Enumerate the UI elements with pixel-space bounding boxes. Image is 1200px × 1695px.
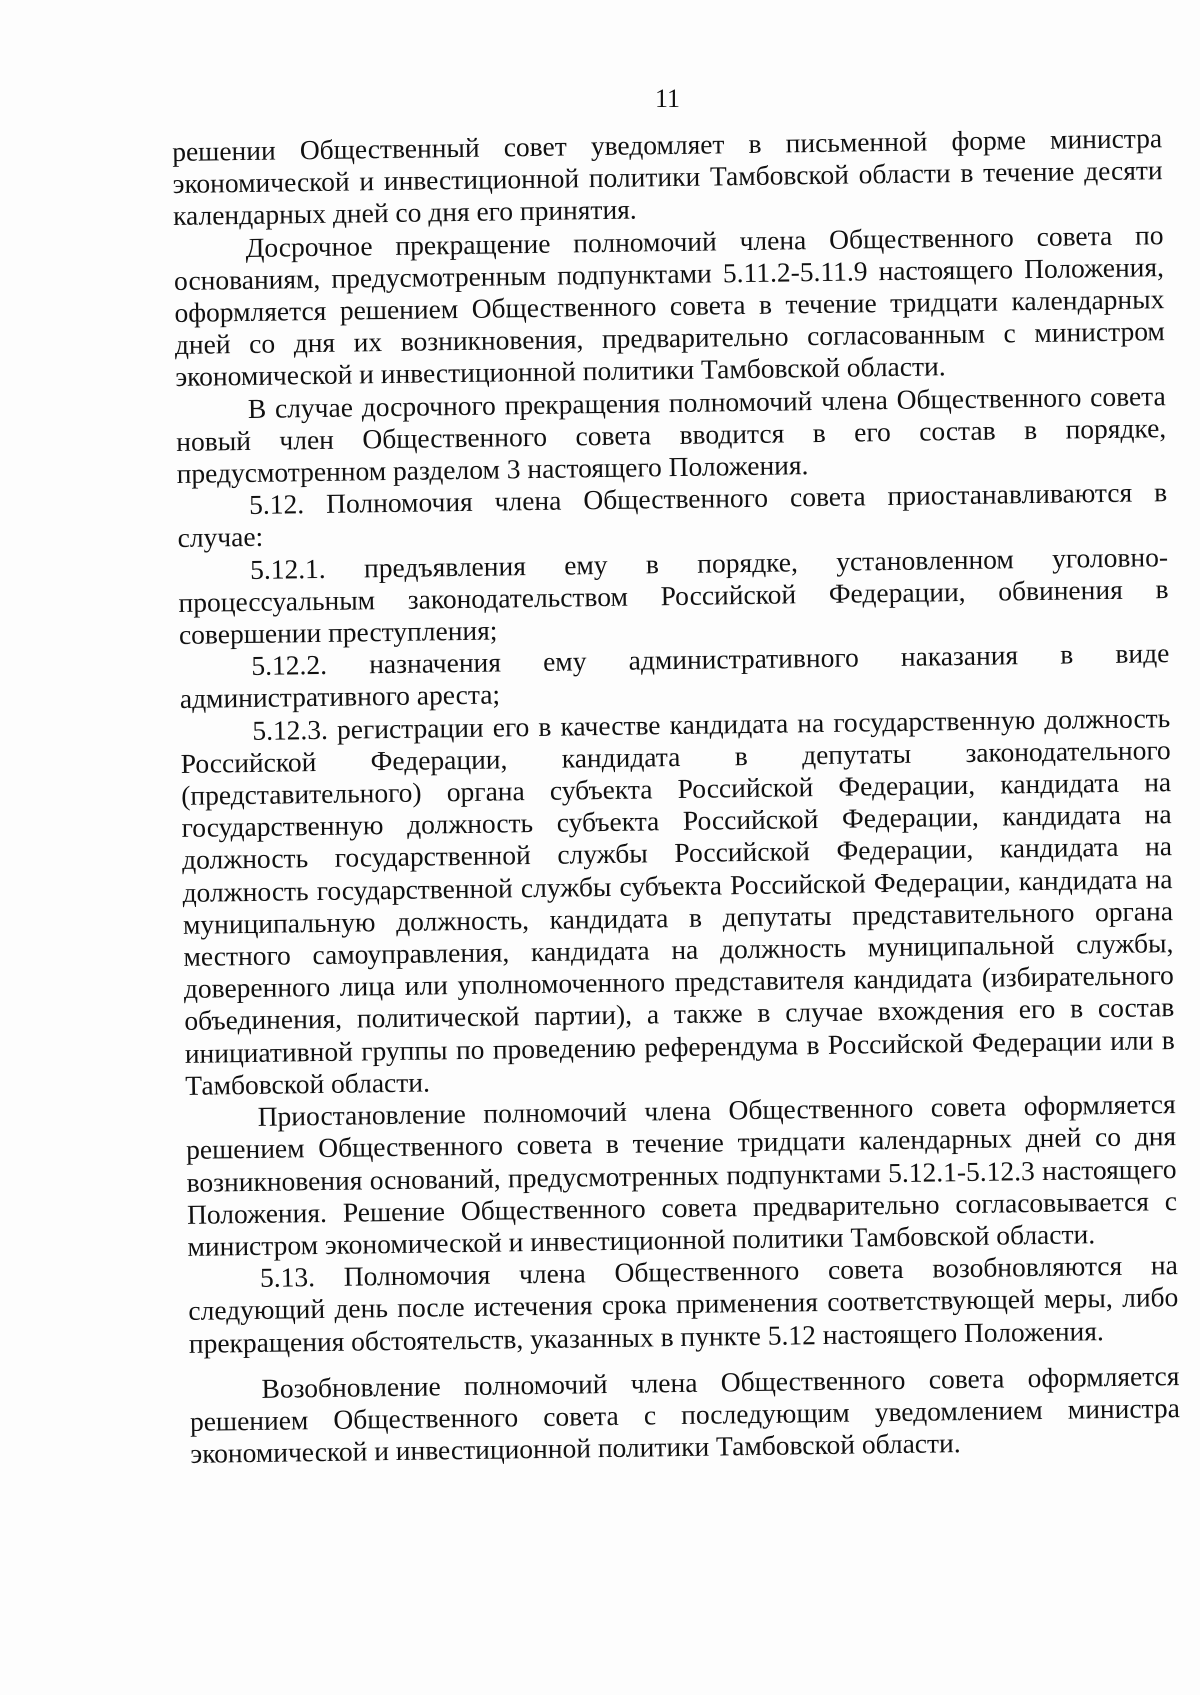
paragraph-5-12-3: 5.12.3. регистрации его в качестве кандидата на государственную должность Российской Федерации, кандидата в депутаты законодательного (представительного) органа субъекта Российской Федерации, кандидата на государственную должность субъекта Российской Федерации, кандидата на должность государственной службы Российской Федерации, кандидата на должность государственной службы субъекта Российской Федерации, кандидата на муниципальную должность, кандидата в депутаты представительного органа местного самоуправления, кандидата на должность муниципальной службы, доверенного лица или уполномоченного представителя кандидата (избирательного объединения, политической партии), а также в случае вхождения его в состав инициативной группы по проведению референдума в Российской Федерации или в Тамбовской области. (180, 701, 1175, 1101)
paragraph-early-termination: Досрочное прекращение полномочий члена Общественного совета по основаниям, предусмотренным подпунктами 5.11.2-5.11.9 настоящего Положения, оформляется решением Общественного совета в течение тридцати календарных дней со дня их возникновения, предварительно согласованным с министром экономической и инвестиционной политики Тамбовской области. (173, 218, 1166, 393)
document-body (172, 122, 1181, 1470)
paragraph-5-12: 5.12. Полномочия члена Общественного совета приостанавливаются в случае: (177, 476, 1168, 554)
paragraph-5-12-2: 5.12.2. назначения ему административного наказания в виде административного ареста; (179, 637, 1170, 715)
paragraph-suspension: Приостановление полномочий члена Общественного совета оформляется решением Общественного совета в течение тридцати календарных дней со дня возникновения оснований, предусмотренных подпунктами 5.12.1-5.12.3 настоящего Положения. Решение Общественного совета предварительно согласовывается с министром экономической и инвестиционной политики Тамбовской области. (185, 1088, 1178, 1262)
paragraph-resumption: Возобновление полномочий члена Общественного совета оформляется решением Общественного совета с последующим уведомлением министра экономической и инвестиционной политики Тамбовской области. (189, 1359, 1181, 1469)
paragraph-new-member: В случае досрочного прекращения полномочий члена Общественного совета новый член Общественного совета вводится в его состав в порядке, предусмотренном разделом 3 настоящего Положения. (176, 379, 1167, 489)
page-number: 11 (654, 84, 681, 113)
paragraph-decision-notice: решении Общественный совет уведомляет в письменной форме министра экономической и инвестиционной политики Тамбовской области в течение десяти календарных дней со дня его принятия. (172, 122, 1163, 232)
paragraph-5-13: 5.13. Полномочия члена Общественного совета возобновляются на следующий день после истечения срока применения соответствующей меры, либо прекращения обстоятельств, указанных в пункте 5.12 настоящего Положения. (188, 1249, 1179, 1359)
paragraph-5-12-1: 5.12.1. предъявления ему в порядке, установленном уголовно-процессуальным законодательством Российской Федерации, обвинения в совершении преступления; (178, 540, 1169, 650)
